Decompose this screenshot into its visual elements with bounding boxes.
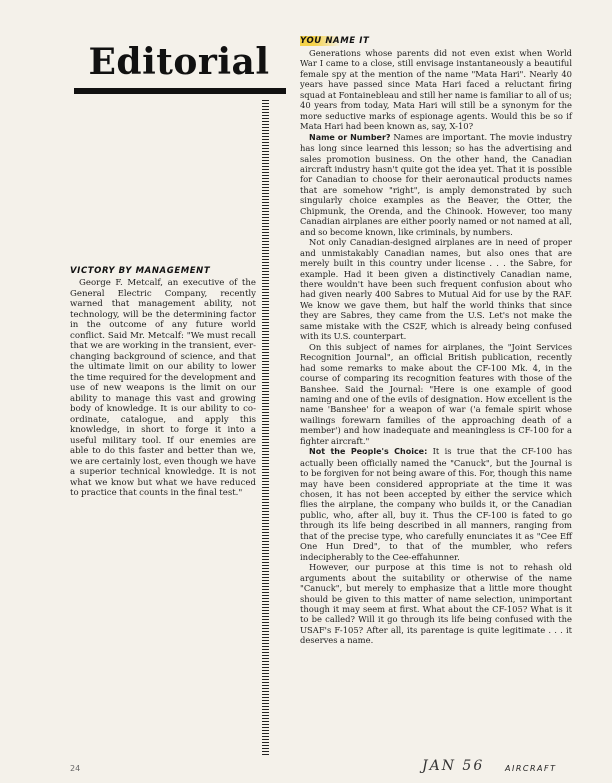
- heading-text: YOU NAME IT: [300, 36, 370, 46]
- run-in-heading: Not the People's Choice:: [309, 447, 428, 457]
- paragraph: On this subject of names for airplanes, the "Joint Services Recognition Journal", an official British publication, recently had some remarks to make about the CF-100 Mk. 4, in the course of comparing its recognition features with those of the Banshee. Said the Journal: "Here is one example of good naming and one of the evils of designation. How excellent is the name 'Banshee' for a weapon of war ('a female spirit whose wailings forewarn families of the approaching death of a member') and how inadequate and meaningless is CF-100 for a fighter aircraft.": [300, 341, 572, 446]
- run-in-heading: Name or Number?: [309, 132, 391, 142]
- paragraph: Generations whose parents did not even exist when World War I came to a close, still envisage instantaneously a beautiful female spy at the mention of the name "Mata Hari". Nearly 40 years have passed since Mata Hari faced a reluctant firing squad at Fontainebleau and still her name is familiar to all of us; 40 years from today, Mata Hari will still be a synonym for the more seductive marks of espionage agents. Would this be so if Mata Hari had been known as, say, X-10?: [300, 48, 572, 132]
- paragraph-text: Names are important. The movie industry has long since learned this lesson; so has the advertising and sales promotion business. On the other hand, the Canadian aircraft industry hasn't quite got the idea yet. That it is possible for Canadian to choose for their aeronautical products names that are somehow "right", is amply demonstrated by such singularly choice examples as the Beaver, the Otter, the Chipmunk, the Orenda, and the Chinook. However, too many Canadian airplanes are either poorly named or not named at all, and so become known, like criminals, by numbers.: [300, 131, 572, 237]
- column-divider: [262, 100, 269, 755]
- page-number: 24: [70, 764, 81, 773]
- paragraph-text: It is true that the CF-100 has actually been officially named the "Canuck", but the Journal is to be forgiven for not being aware of this. For, though this name may have been considered appropriate at the time it was chosen, it has not been accepted by either the service which flies the airplane, the company who builds it, or the Canadian public, who, after all, buy it. Thus the CF-100 is fated to go through its life being described in all manners, ranging from that of the precise type, who carefully enunciates it as "Cee Eff One Hun Dred", to that of the mumbler, who refers indecipherably to the Cee-effahunner.: [300, 446, 572, 562]
- section-heading-you-name-it: [300, 36, 572, 46]
- section-heading-victory: VICTORY BY MANAGEMENT: [70, 266, 211, 276]
- right-column: [300, 36, 572, 646]
- paragraph: [300, 446, 572, 562]
- paragraph: [300, 132, 572, 238]
- page-title: Editorial: [88, 41, 270, 83]
- paragraph: However, our purpose at this time is not to rehash old arguments about the suitability or otherwise of the name "Canuck", but merely to emphasize that a little more thought should be given to this matter of name selection, unimportant though it may seem at first. What about the CF-105? What is it to be called? Will it go through its life being confused with the USAF's F-105? After all, its parentage is quite legitimate . . . it deserves a name.: [300, 562, 572, 646]
- magazine-name: AIRCRAFT: [505, 764, 557, 773]
- paragraph: George F. Metcalf, an executive of the General Electric Company, recently warned that management ability, not technology, will be the determining factor in the outcome of any future world conflict. Said Mr. Metcalf: "We must recall that we are working in the transient, ever-changing background of science, and that the ultimate limit on our ability to lower the time required for the development and use of new weapons is the limit on our ability to manage this vast and growing body of knowledge. It is our ability to co-ordinate, catalogue, and apply this knowledge, in short to forge it into a useful military tool. If our enemies are able to do this faster and better than we, we are certainly lost, even though we have a superior technical knowledge. It is not what we know but what we have reduced to practice that counts in the final test.": [70, 278, 256, 498]
- left-column: [70, 266, 256, 499]
- handwritten-date: JAN 56: [422, 758, 485, 774]
- paragraph: Not only Canadian-designed airplanes are in need of proper and unmistakably Canadian names, but also ones that are merely built in this country under license . . . the Sabre, for example. Had it been given a distinctively Canadian name, there wouldn't have been such frequent confusion about who had given nearly 400 Sabres to Mutual Aid for use by the RAF. We know we gave them, but half the world thinks that since they are Sabres, they came from the U.S. Let's not make the same mistake with the CS2F, which is already being confused with its U.S. counterpart.: [300, 237, 572, 342]
- masthead-rule: [74, 88, 286, 94]
